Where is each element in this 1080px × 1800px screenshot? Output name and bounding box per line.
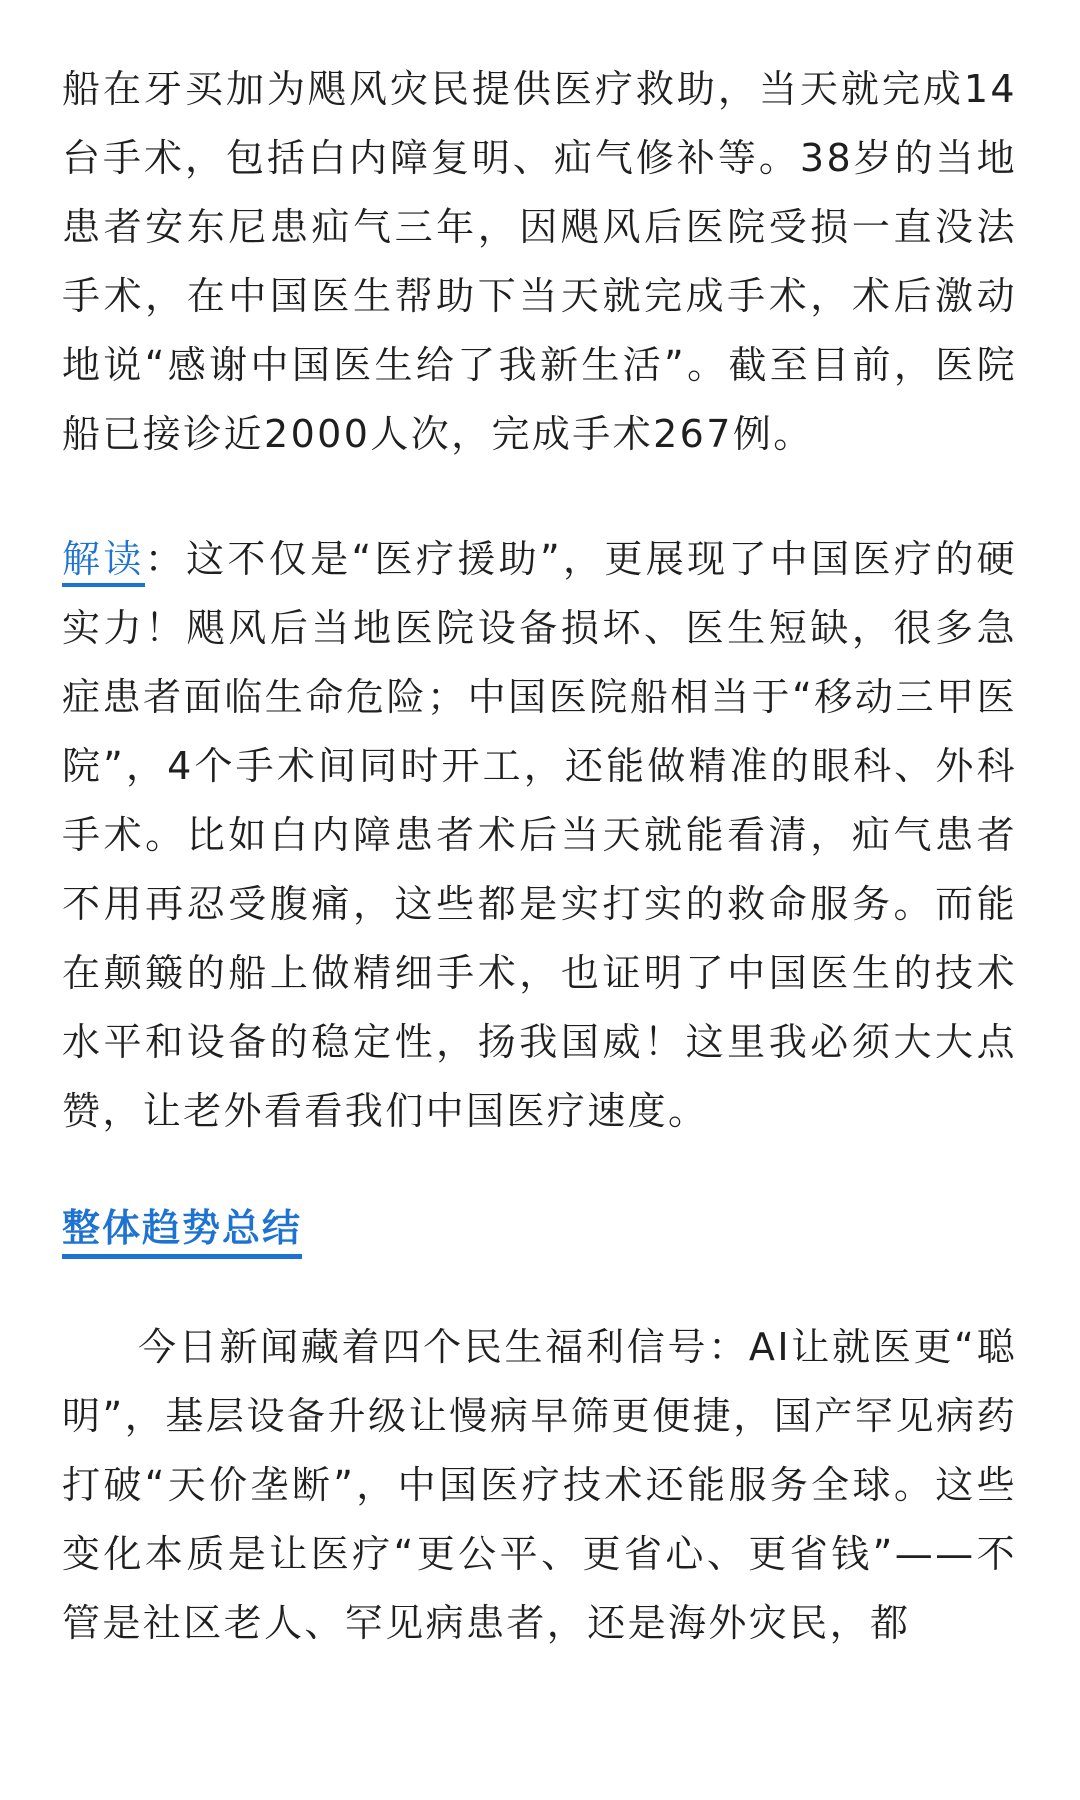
paragraph-trend-summary: 今日新闻藏着四个民生福利信号：AI让就医更“聪明”，基层设备升级让慢病早筛更便捷，国产罕见病药打破“天价垄断”，中国医疗技术还能服务全球。这些变化本质是让医疗“更公平、更省心、更省钱”——不管是社区老人、罕见病患者，还是海外灾民，都	[62, 1325, 1017, 1645]
paragraph-interpretation	[62, 525, 1017, 1146]
interpretation-text: ：这不仅是“医疗援助”，更展现了中国医疗的硬实力！飓风后当地医院设备损坏、医生短缺，很多急症患者面临生命危险；中国医院船相当于“移动三甲医院”，4个手术间同时开工，还能做精准的眼科、外科手术。比如白内障患者术后当天就能看清，疝气患者不用再忍受腹痛，这些都是实打实的救命服务。而能在颠簸的船上做精细手术，也证明了中国医生的技术水平和设备的稳定性，扬我国威！这里我必须大大点赞，让老外看看我们中国医疗速度。	[62, 537, 1017, 1133]
section-title-text: 整体趋势总结	[62, 1206, 302, 1259]
paragraph-hospital-ship-report: 船在牙买加为飓风灾民提供医疗救助，当天就完成14台手术，包括白内障复明、疝气修补等。38岁的当地患者安东尼患疝气三年，因飓风后医院受损一直没法手术，在中国医生帮助下当天就完成手术，术后激动地说“感谢中国医生给了我新生活”。截至目前，医院船已接诊近2000人次，完成手术267例。	[62, 67, 1017, 456]
section-title-trend-summary	[62, 1194, 1017, 1263]
interpretation-label: 解读	[62, 537, 145, 587]
